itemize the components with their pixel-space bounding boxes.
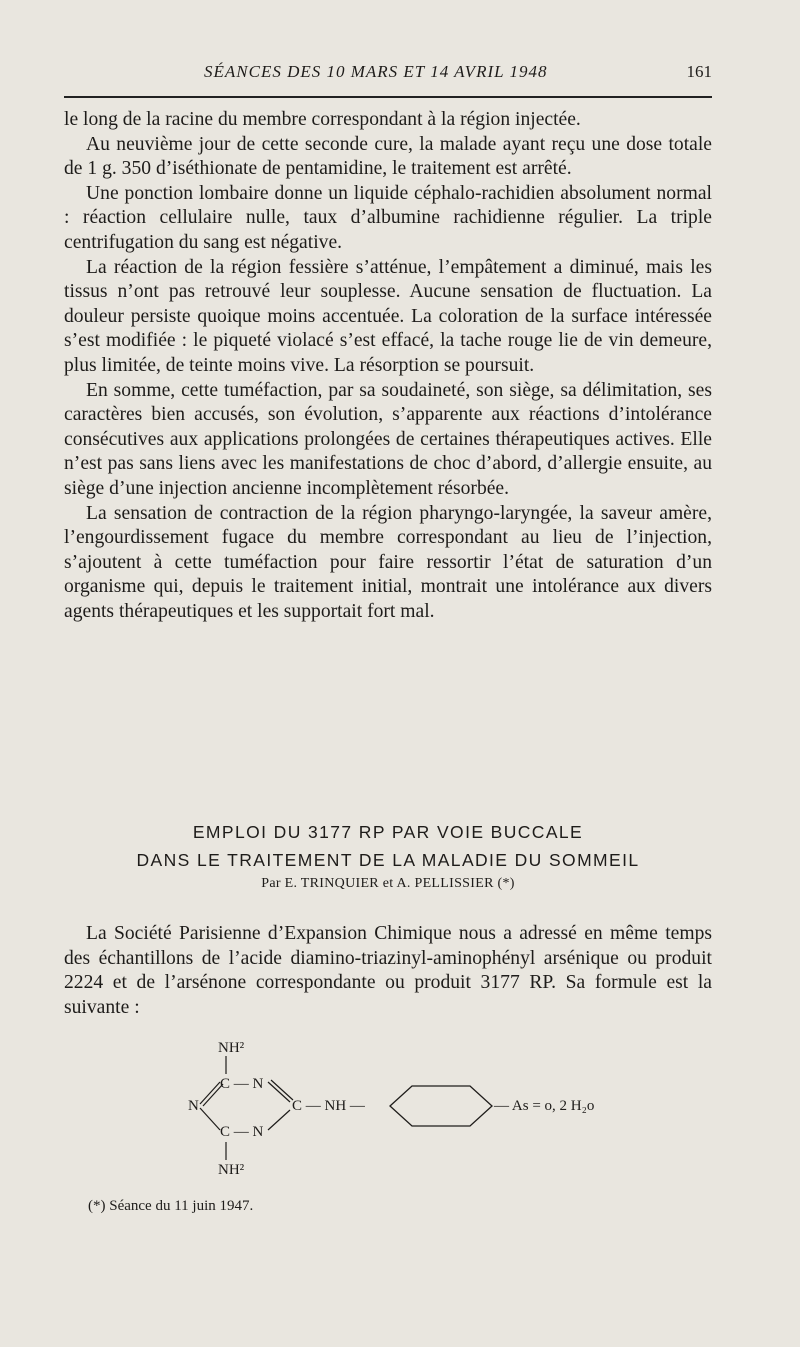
formula-drawing bbox=[180, 1036, 640, 1180]
continuation-text bbox=[64, 108, 712, 624]
formula-bond bbox=[268, 1082, 290, 1102]
paragraph: La réaction de la région fessière s’atténue, l’empâtement a diminué, mais les tissus n’ont pas retrouvé leur souplesse. Aucune sensation de fluctuation. La douleur persiste quoique moins accentuée. La coloration de la surface intéressée s’est modifiée : le piqueté violacé s’est effacé, la tache rouge lie de vin demeure, plus limitée, de teinte moins vive. La résorption se poursuit. bbox=[64, 256, 712, 376]
benzene-ring bbox=[390, 1086, 492, 1126]
paragraph: Au neuvième jour de cette seconde cure, la malade ayant reçu une dose totale de 1 g. 350 d’iséthionate de pentamidine, le traitement est arrêté. bbox=[64, 133, 712, 180]
section-title-line: DANS LE TRAITEMENT DE LA MALADIE DU SOMMEIL bbox=[136, 850, 640, 870]
formula-bond bbox=[200, 1082, 220, 1104]
header-rule bbox=[64, 96, 712, 98]
authors: Par E. TRINQUIER et A. PELLISSIER (*) bbox=[261, 876, 515, 891]
formula-top-group: NH² bbox=[218, 1040, 245, 1056]
paragraph: Une ponction lombaire donne un liquide céphalo-rachidien absolument normal : réaction cellulaire nulle, taux d’albumine rachidienne régulier. La triple centrifugation du sang est négative. bbox=[64, 182, 712, 253]
formula-ring-lower: C — N bbox=[220, 1124, 264, 1140]
paragraph: La Société Parisienne d’Expansion Chimique nous a adressé en même temps des échantillons de l’acide diamino-triazinyl-aminophényl arsénique ou produit 2224 et de l’arsénone correspondante ou produit 3177 RP. Sa formule est la suivante : bbox=[64, 923, 712, 1018]
formula-tail: — As = o, 2 H₂o bbox=[494, 1098, 595, 1114]
chemical-formula bbox=[180, 1036, 640, 1180]
formula-ring-n: N bbox=[188, 1098, 199, 1114]
formula-ring-upper: C — N bbox=[220, 1076, 264, 1092]
formula-bond bbox=[200, 1108, 220, 1130]
formula-bond bbox=[268, 1110, 290, 1130]
running-head bbox=[64, 62, 712, 86]
formula-bottom-group: NH² bbox=[218, 1162, 245, 1178]
footnote: (*) Séance du 11 juin 1947. bbox=[88, 1198, 254, 1214]
section-title-line: EMPLOI DU 3177 RP PAR VOIE BUCCALE bbox=[192, 822, 584, 842]
formula-linker: C — NH — bbox=[292, 1098, 365, 1114]
paragraph: le long de la racine du membre correspondant à la région injectée. bbox=[64, 109, 581, 130]
section-title bbox=[64, 818, 712, 874]
section-body bbox=[64, 922, 712, 1020]
paragraph: En somme, cette tuméfaction, par sa soudaineté, son siège, sa délimitation, ses caractères bien accusés, son évolution, s’apparente aux réactions d’intolérance consécutives aux applications prolongées de certaines thérapeutiques actives. Elle n’est pas sans liens avec les manifestations de choc d’abord, d’allergie ensuite, au siège d’une injection ancienne incomplètement résorbée. bbox=[64, 379, 712, 499]
formula-bond bbox=[271, 1080, 293, 1100]
paragraph: La sensation de contraction de la région pharyngo-laryngée, la saveur amère, l’engourdissement fugace du membre correspondant au lieu de l’injection, s’ajoutent à cette tuméfaction pour faire ressortir l’état de saturation d’un organisme qui, depuis le traitement initial, montrait une intolérance aux divers agents thérapeutiques et les supportait fort mal. bbox=[64, 502, 712, 622]
formula-bond bbox=[203, 1084, 223, 1106]
page-number: 161 bbox=[686, 62, 712, 81]
running-title: SÉANCES DES 10 MARS ET 14 AVRIL 1948 bbox=[204, 62, 548, 81]
